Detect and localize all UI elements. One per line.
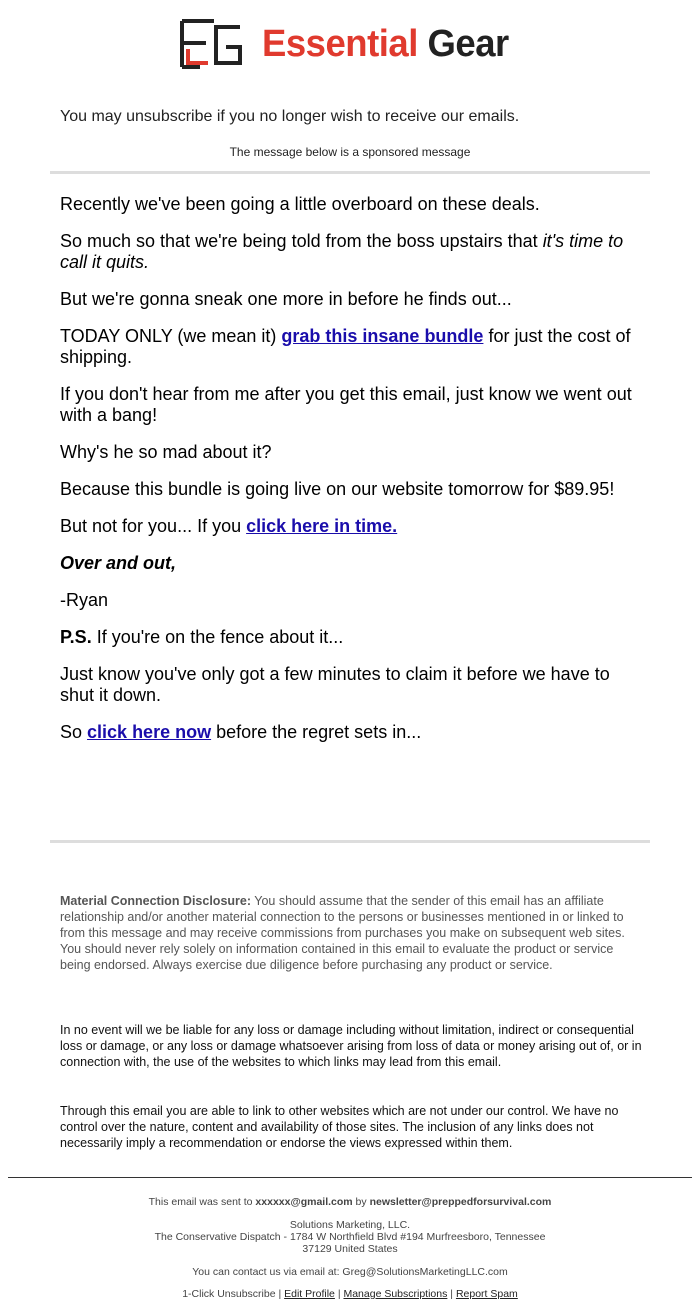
sent-to-line: This email was sent to xxxxxx@gmail.com by newsletter@preppedforsurvival.com	[148, 1196, 552, 1208]
grab-bundle-link[interactable]: grab this insane bundle	[281, 326, 484, 346]
body-paragraph-3: But we're gonna sneak one more in before he finds out...	[60, 289, 512, 309]
sponsored-note: The message below is a sponsored message	[229, 145, 471, 159]
manage-subscriptions-link[interactable]: Manage Subscriptions	[343, 1288, 448, 1300]
unsubscribe-note: You may unsubscribe if you no longer wish to receive our emails.	[60, 108, 520, 125]
body-paragraph-8: But not for you... If you click here in time.	[60, 516, 398, 536]
company-address: Solutions Marketing, LLC. The Conservative Dispatch - 1784 W Northfield Blvd #194 Murfreesboro, Tennessee 37129 United States	[154, 1219, 546, 1255]
body-paragraph-7: Because this bundle is going live on our website tomorrow for $89.95!	[60, 479, 615, 499]
one-click-unsubscribe[interactable]: 1-Click Unsubscribe	[182, 1288, 276, 1300]
report-spam-link[interactable]: Report Spam	[455, 1288, 518, 1300]
click-here-now-link[interactable]: click here now	[87, 722, 212, 742]
body-paragraph-9: Just know you've only got a few minutes to claim it before we have to shut it down.	[60, 664, 610, 705]
body-paragraph-5: If you don't hear from me after you get this email, just know we went out with a bang!	[60, 384, 632, 425]
ps-paragraph: P.S. If you're on the fence about it...	[60, 627, 344, 647]
signature: -Ryan	[60, 590, 109, 610]
contact-line: You can contact us via email at: Greg@SolutionsMarketingLLC.com	[192, 1266, 508, 1278]
brand-word-gear: Gear	[428, 23, 510, 65]
edit-profile-link[interactable]: Edit Profile	[284, 1288, 335, 1300]
divider-bottom	[50, 840, 650, 843]
click-here-in-time-link[interactable]: click here in time.	[246, 516, 398, 536]
email-body	[60, 194, 645, 759]
divider-top	[50, 171, 650, 174]
brand-name	[262, 18, 509, 70]
body-paragraph-6: Why's he so mad about it?	[60, 442, 272, 462]
body-paragraph-1: Recently we've been going a little overboard on these deals.	[60, 194, 540, 214]
brand-logo	[0, 18, 700, 70]
footer-divider	[8, 1177, 692, 1178]
body-paragraph-10: So click here now before the regret sets in...	[60, 722, 422, 742]
external-links-notice: Through this email you are able to link to other websites which are not under our control. We have no control over the nature, content and availability of those sites. The inclusion of any links does not necessarily imply a recommendation or endorse the views expressed within them.	[60, 1104, 619, 1150]
material-disclosure: Material Connection Disclosure: You should assume that the sender of this email has an affiliate relationship and/or another material connection to the persons or businesses mentioned in or linked to from this message and may receive commissions from purchases you make on subsequent web sites. You should never rely solely on information contained in this email to evaluate the product or service being endorsed. Always exercise due diligence before purchasing any product or service.	[60, 894, 625, 972]
brand-word-essential: Essential	[262, 23, 419, 65]
body-paragraph-4: TODAY ONLY (we mean it) grab this insane bundle for just the cost of shipping.	[60, 326, 631, 367]
signoff: Over and out,	[60, 553, 177, 573]
eg-monogram-icon	[180, 19, 244, 69]
footer-links: 1-Click Unsubscribe | Edit Profile | Manage Subscriptions | Report Spam	[182, 1288, 518, 1300]
body-paragraph-2: So much so that we're being told from the boss upstairs that it's time to call it quits.	[60, 231, 624, 272]
liability-notice: In no event will we be liable for any loss or damage including without limitation, indirect or consequential loss or damage, or any loss or damage whatsoever arising from loss of data or money arising out of, or in connection with, the use of the websites to which links may lead from this email.	[60, 1023, 642, 1069]
